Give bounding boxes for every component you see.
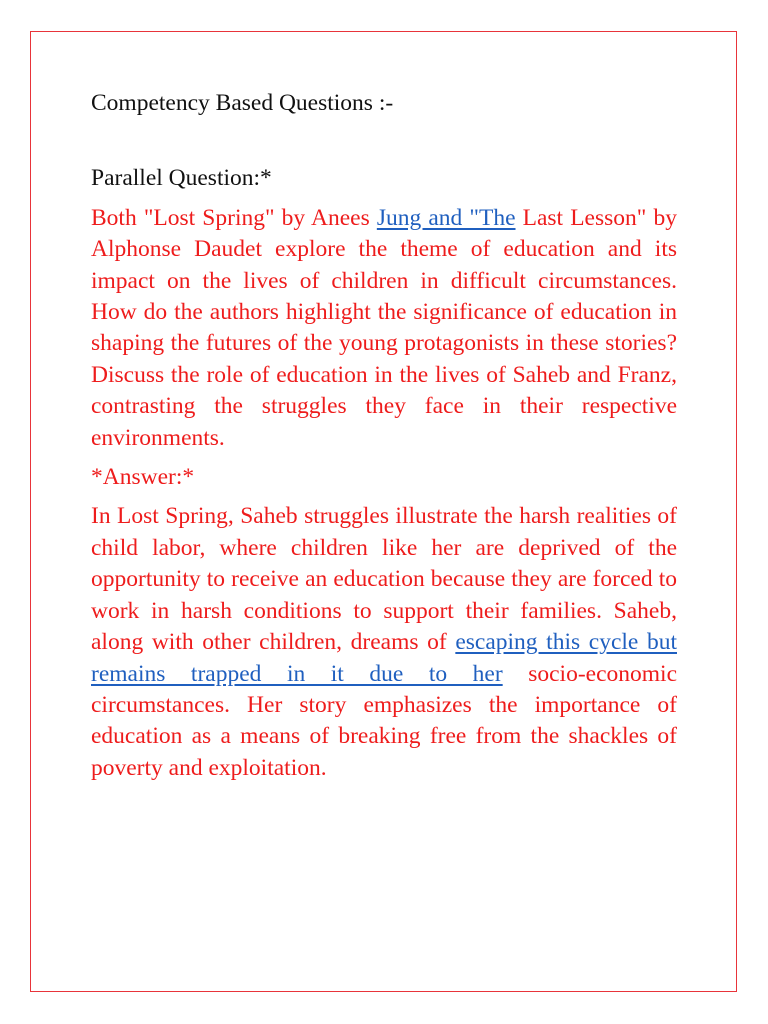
answer-link[interactable]: escaping this cycle but remains trapped in it due to her bbox=[91, 629, 677, 687]
question-text-end: Last Lesson" by Alphonse Daudet explore the theme of education and its impact on the lives of children in difficult circumstances. How do the authors highlight the significance of education in shaping the futures of the young protagonists in these stories? Discuss the role of education in the lives of Saheb and Franz, contrasting the struggles they face in their respective environments. bbox=[91, 204, 677, 451]
answer-paragraph bbox=[91, 501, 677, 784]
question-paragraph bbox=[91, 203, 677, 454]
answer-label: *Answer:* bbox=[91, 464, 195, 491]
answer-text-start: In Lost Spring, Saheb struggles illustrate the harsh realities of child labor, where children like her are deprived of the opportunity to receive an education because they are forced to work in harsh conditions to support their families. Saheb, along with other children, dreams of bbox=[91, 503, 677, 656]
section-label: Parallel Question:* bbox=[91, 165, 272, 192]
question-text-start: Both "Lost Spring" by Anees bbox=[91, 204, 377, 231]
document-title: Competency Based Questions :- bbox=[91, 90, 394, 116]
document-body bbox=[91, 88, 677, 784]
answer-text-end: socio-economic circumstances. Her story emphasizes the importance of education as a means of breaking free from the shackles of poverty and exploitation. bbox=[91, 660, 677, 781]
question-link[interactable]: Jung and "The bbox=[376, 204, 516, 231]
